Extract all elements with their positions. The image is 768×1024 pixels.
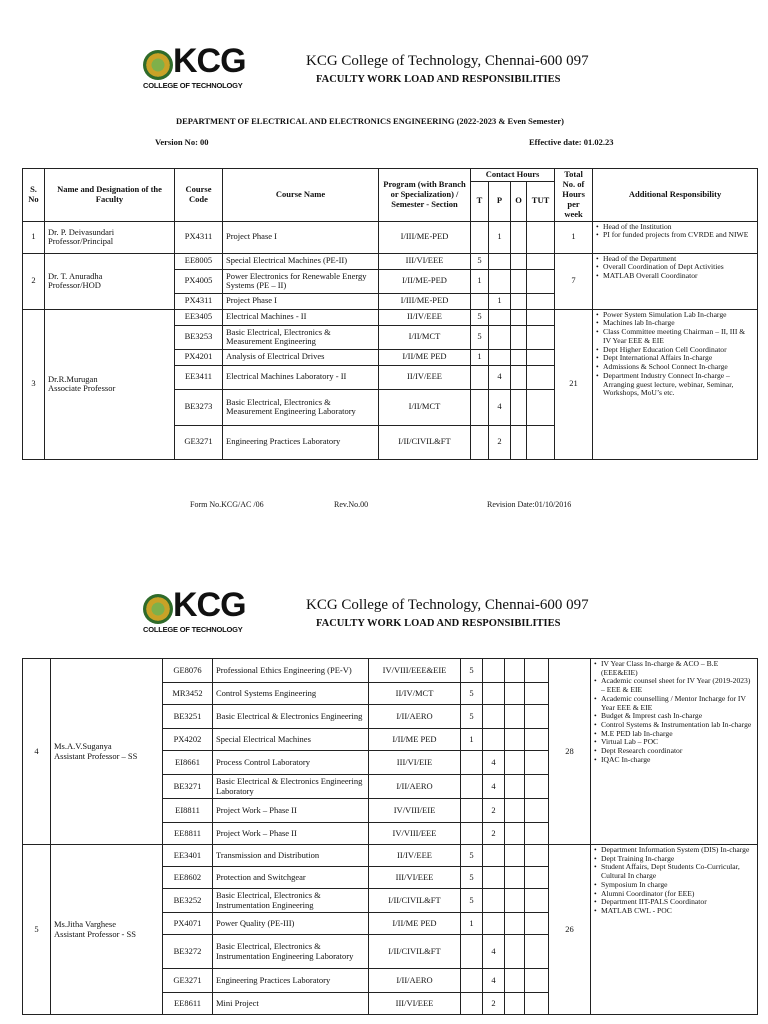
hours-tut (525, 729, 549, 751)
hours-t: 5 (461, 659, 483, 683)
course-name: Process Control Laboratory (213, 751, 369, 775)
hours-t (461, 775, 483, 799)
hours-p (483, 913, 505, 935)
hours-t: 1 (471, 269, 489, 293)
hours-o (511, 293, 527, 309)
course-code: EE8005 (175, 253, 223, 269)
course-code: PX4005 (175, 269, 223, 293)
hours-tut (527, 325, 555, 349)
kcg-logo-page2 (143, 586, 246, 634)
hours-p: 4 (483, 935, 505, 969)
responsibility-item: • Department Information System (DIS) In-charge (601, 846, 754, 855)
total-hours: 7 (555, 253, 593, 309)
hours-o (511, 389, 527, 425)
hours-o (511, 269, 527, 293)
hours-o (511, 365, 527, 389)
program-semester: IV/VIII/EIE (369, 799, 461, 823)
responsibility-list (596, 223, 754, 240)
program-semester: III/VI/EEE (369, 993, 461, 1015)
course-name: Electrical Machines - II (223, 309, 379, 325)
program-semester: II/IV/EEE (379, 365, 471, 389)
hours-tut (525, 705, 549, 729)
total-hours: 21 (555, 309, 593, 459)
hours-tut (525, 969, 549, 993)
total-hours: 1 (555, 221, 593, 253)
course-code: PX4071 (163, 913, 213, 935)
course-code: EI8811 (163, 799, 213, 823)
hours-o (505, 993, 525, 1015)
responsibility-item: • Power System Simulation Lab In-charge (603, 311, 754, 320)
col-total: Total No. of Hours per week (555, 169, 593, 222)
responsibility-item: • Student Affairs, Dept Students Co-Curricular, Cultural In charge (601, 863, 754, 880)
hours-o (505, 889, 525, 913)
program-semester: III/VI/EIE (369, 751, 461, 775)
hours-t (471, 221, 489, 253)
faculty-designation: Assistant Professor - SS (54, 928, 136, 939)
course-code: BE3251 (163, 705, 213, 729)
additional-responsibility (591, 659, 758, 845)
hours-t (471, 389, 489, 425)
responsibility-item: • Head of the Department (603, 255, 754, 264)
hours-tut (525, 993, 549, 1015)
responsibility-item: • MATLAB CWL - POC (601, 907, 754, 916)
faculty-name: Dr.R.Murugan (48, 373, 98, 384)
hours-p (483, 729, 505, 751)
hours-tut (525, 823, 549, 845)
hours-t (461, 969, 483, 993)
responsibility-item: • Department IIT-PALS Coordinator (601, 898, 754, 907)
department-title: DEPARTMENT OF ELECTRICAL AND ELECTRONICS ENGINEERING (2022-2023 & Even Semester) (176, 116, 564, 126)
hours-p (483, 659, 505, 683)
hours-t (461, 935, 483, 969)
faculty-name: Dr. P. Deivasundari (48, 226, 115, 237)
responsibility-item: • Virtual Lab – POC (601, 738, 754, 747)
hours-p: 2 (483, 993, 505, 1015)
hours-tut (525, 799, 549, 823)
hours-o (511, 221, 527, 253)
responsibility-item: • Dept Training In-charge (601, 855, 754, 864)
hours-o (505, 751, 525, 775)
responsibility-item: • MATLAB Overall Coordinator (603, 272, 754, 281)
logo-text: KCG (173, 586, 246, 624)
logo-subtitle: COLLEGE OF TECHNOLOGY (143, 625, 243, 634)
document-title-page2: FACULTY WORK LOAD AND RESPONSIBILITIES (316, 618, 561, 629)
hours-p: 1 (489, 293, 511, 309)
responsibility-item: • Alumni Coordinator (for EEE) (601, 890, 754, 899)
course-name: Power Electronics for Renewable Energy Systems (PE – II) (223, 269, 379, 293)
table-row (23, 253, 758, 269)
program-semester: I/II/ME-PED (379, 269, 471, 293)
program-semester: I/II/CIVIL&FT (369, 889, 461, 913)
table-body-page2 (23, 659, 758, 1015)
faculty-designation: Associate Professor (48, 383, 116, 394)
total-hours: 28 (549, 659, 591, 845)
faculty-name-designation (45, 309, 175, 459)
hours-p (489, 253, 511, 269)
col-course: Course Name (223, 169, 379, 222)
program-semester: II/IV/EEE (379, 309, 471, 325)
course-code: BE3253 (175, 325, 223, 349)
hours-p (483, 889, 505, 913)
college-seal-icon (143, 594, 173, 624)
responsibility-item: • Budget & Imprest cash In-charge (601, 712, 754, 721)
col-t: T (471, 181, 489, 221)
course-name: Control Systems Engineering (213, 683, 369, 705)
hours-t: 5 (471, 325, 489, 349)
course-code: GE3271 (175, 425, 223, 459)
revision-date: Revision Date:01/10/2016 (487, 500, 572, 509)
hours-t: 1 (461, 913, 483, 935)
course-code: BE3272 (163, 935, 213, 969)
hours-tut (527, 425, 555, 459)
hours-t: 5 (471, 309, 489, 325)
faculty-name: Dr. T. Anuradha (48, 270, 103, 281)
course-code: PX4202 (163, 729, 213, 751)
hours-p (483, 683, 505, 705)
total-hours: 26 (549, 845, 591, 1015)
hours-o (505, 867, 525, 889)
program-semester: I/III/ME-PED (379, 221, 471, 253)
responsibility-item: • Academic counsel sheet for IV Year (2019-2023) – EEE & EIE (601, 677, 754, 694)
hours-tut (527, 269, 555, 293)
hours-o (505, 729, 525, 751)
workload-table-page1 (22, 168, 758, 460)
hours-tut (525, 751, 549, 775)
program-semester: II/IV/EEE (369, 845, 461, 867)
course-code: EE3405 (175, 309, 223, 325)
hours-o (505, 913, 525, 935)
program-semester: I/II/MCT (379, 389, 471, 425)
page-two (0, 580, 768, 1024)
course-name: Basic Electrical, Electronics & Instrumentation Engineering (213, 889, 369, 913)
hours-tut (525, 889, 549, 913)
col-sno: S. No (23, 169, 45, 222)
additional-responsibility (593, 221, 758, 253)
hours-t: 5 (461, 889, 483, 913)
hours-p: 2 (489, 425, 511, 459)
college-seal-icon (143, 50, 173, 80)
hours-tut (525, 775, 549, 799)
course-code: EE3411 (175, 365, 223, 389)
faculty-name-designation (45, 221, 175, 253)
hours-o (511, 325, 527, 349)
hours-t (471, 365, 489, 389)
college-name: KCG College of Technology, Chennai-600 097 (306, 53, 589, 69)
hours-t (471, 425, 489, 459)
faculty-name-designation (51, 845, 163, 1015)
hours-tut (525, 867, 549, 889)
hours-o (505, 705, 525, 729)
course-name: Protection and Switchgear (213, 867, 369, 889)
hours-o (505, 775, 525, 799)
hours-o (511, 253, 527, 269)
course-code: PX4311 (175, 293, 223, 309)
col-program: Program (with Branch or Specialization) / Semester - Section (379, 169, 471, 222)
responsibility-item: • Dept Higher Education Cell Coordinator (603, 346, 754, 355)
course-code: EE8602 (163, 867, 213, 889)
program-semester: I/II/AERO (369, 775, 461, 799)
program-semester: III/VI/EEE (379, 253, 471, 269)
faculty-name: Ms.Jitha Varghese (54, 918, 117, 929)
table-header-row (23, 169, 758, 182)
hours-t: 1 (461, 729, 483, 751)
course-name: Special Electrical Machines (PE-II) (223, 253, 379, 269)
hours-tut (525, 845, 549, 867)
responsibility-item: • Symposium In charge (601, 881, 754, 890)
hours-p (483, 867, 505, 889)
hours-p: 4 (489, 365, 511, 389)
responsibility-item: • PI for funded projects from CVRDE and NIWE (603, 231, 754, 240)
program-semester: I/II/CIVIL&FT (369, 935, 461, 969)
course-name: Special Electrical Machines (213, 729, 369, 751)
course-code: PX4201 (175, 349, 223, 365)
hours-t: 5 (461, 867, 483, 889)
hours-o (511, 349, 527, 365)
hours-tut (527, 365, 555, 389)
college-name-page2: KCG College of Technology, Chennai-600 097 (306, 597, 589, 613)
course-code: EE8611 (163, 993, 213, 1015)
program-semester: II/IV/MCT (369, 683, 461, 705)
version-number: Version No: 00 (155, 137, 209, 147)
course-name: Basic Electrical & Electronics Engineering Laboratory (213, 775, 369, 799)
hours-p (489, 325, 511, 349)
additional-responsibility (591, 845, 758, 1015)
program-semester: III/VI/EEE (369, 867, 461, 889)
hours-t: 5 (461, 845, 483, 867)
course-name: Project Work – Phase II (213, 799, 369, 823)
responsibility-list (596, 311, 754, 398)
col-code: Course Code (175, 169, 223, 222)
form-number: Form No.KCG/AC /06 (190, 500, 264, 509)
hours-t (471, 293, 489, 309)
hours-o (511, 309, 527, 325)
hours-tut (525, 935, 549, 969)
responsibility-item: • Machines lab In-charge (603, 319, 754, 328)
program-semester: IV/VIII/EEE&EIE (369, 659, 461, 683)
faculty-name-designation (45, 253, 175, 309)
hours-p (489, 309, 511, 325)
course-code: BE3273 (175, 389, 223, 425)
course-code: EE8811 (163, 823, 213, 845)
program-semester: I/II/MCT (379, 325, 471, 349)
program-semester: I/II/AERO (369, 705, 461, 729)
hours-p (489, 269, 511, 293)
course-name: Basic Electrical, Electronics & Measurement Engineering (223, 325, 379, 349)
hours-p: 4 (489, 389, 511, 425)
program-semester: I/III/ME-PED (379, 293, 471, 309)
faculty-name: Ms.A.V.Suganya (54, 740, 112, 751)
hours-o (505, 659, 525, 683)
hours-p: 4 (483, 775, 505, 799)
col-tut: TUT (527, 181, 555, 221)
faculty-designation: Professor/HOD (48, 280, 101, 291)
program-semester: IV/VIII/EEE (369, 823, 461, 845)
course-name: Engineering Practices Laboratory (213, 969, 369, 993)
course-name: Analysis of Electrical Drives (223, 349, 379, 365)
hours-p (483, 845, 505, 867)
responsibility-item: • IV Year Class In-charge & ACO – B.E (EEE&EIE) (601, 660, 754, 677)
col-o: O (511, 181, 527, 221)
responsibility-list (594, 846, 754, 916)
responsibility-item: • Control Systems & Instrumentation lab In-charge (601, 721, 754, 730)
responsibility-item: • Overall Coordination of Dept Activities (603, 263, 754, 272)
table-row (23, 221, 758, 253)
course-code: GE3271 (163, 969, 213, 993)
hours-t: 5 (461, 705, 483, 729)
responsibility-item: • Department Industry Connect In-charge – Arranging guest lecture, webinar, Seminar, Workshops, MoU’s etc. (603, 372, 754, 398)
hours-tut (527, 349, 555, 365)
hours-o (505, 935, 525, 969)
hours-o (505, 845, 525, 867)
hours-o (505, 969, 525, 993)
hours-t (461, 799, 483, 823)
course-name: Project Phase I (223, 293, 379, 309)
course-name: Engineering Practices Laboratory (223, 425, 379, 459)
hours-t (461, 823, 483, 845)
program-semester: I/II/ME PED (369, 913, 461, 935)
course-name: Transmission and Distribution (213, 845, 369, 867)
responsibility-item: • Dept Research coordinator (601, 747, 754, 756)
col-contact-hours: Contact Hours (471, 169, 555, 182)
hours-tut (527, 293, 555, 309)
course-code: GE8076 (163, 659, 213, 683)
serial-number: 2 (23, 253, 45, 309)
hours-tut (525, 913, 549, 935)
revision-number: Rev.No.00 (334, 500, 369, 509)
course-name: Project Phase I (223, 221, 379, 253)
hours-t: 5 (471, 253, 489, 269)
hours-p: 1 (489, 221, 511, 253)
program-semester: I/II/ME PED (379, 349, 471, 365)
course-name: Mini Project (213, 993, 369, 1015)
responsibility-item: • M.E PED lab In-charge (601, 730, 754, 739)
hours-p (483, 705, 505, 729)
responsibility-item: • Class Committee meeting Chairman – II, III & IV Year EEE & EIE (603, 328, 754, 345)
hours-t: 5 (461, 683, 483, 705)
responsibility-item: • Head of the Institution (603, 223, 754, 232)
program-semester: I/II/AERO (369, 969, 461, 993)
course-name: Basic Electrical & Electronics Engineering (213, 705, 369, 729)
workload-table-page2 (22, 658, 758, 1015)
hours-o (505, 823, 525, 845)
responsibility-list (594, 660, 754, 765)
course-name: Basic Electrical, Electronics & Measurement Engineering Laboratory (223, 389, 379, 425)
program-semester: I/II/ME PED (369, 729, 461, 751)
serial-number: 1 (23, 221, 45, 253)
faculty-designation: Assistant Professor – SS (54, 750, 138, 761)
hours-t (461, 993, 483, 1015)
responsibility-item: • Dept International Affairs In-charge (603, 354, 754, 363)
hours-tut (527, 253, 555, 269)
hours-tut (527, 389, 555, 425)
hours-t (461, 751, 483, 775)
table-body-page1 (23, 221, 758, 459)
logo-text: KCG (173, 42, 246, 80)
col-name: Name and Designation of the Faculty (45, 169, 175, 222)
hours-tut (527, 309, 555, 325)
serial-number: 3 (23, 309, 45, 459)
col-responsibility: Additional Responsibility (593, 169, 758, 222)
course-code: BE3271 (163, 775, 213, 799)
logo-subtitle: COLLEGE OF TECHNOLOGY (143, 81, 243, 90)
table-row (23, 659, 758, 683)
additional-responsibility (593, 309, 758, 459)
additional-responsibility (593, 253, 758, 309)
course-name: Electrical Machines Laboratory - II (223, 365, 379, 389)
col-p: P (489, 181, 511, 221)
hours-p: 4 (483, 969, 505, 993)
course-name: Project Work – Phase II (213, 823, 369, 845)
responsibility-item: • IQAC In-charge (601, 756, 754, 765)
responsibility-item: • Academic counselling / Mentor Incharge for IV Year EEE & EIE (601, 695, 754, 712)
faculty-name-designation (51, 659, 163, 845)
faculty-designation: Professor/Principal (48, 236, 114, 247)
hours-p: 2 (483, 799, 505, 823)
course-name: Professional Ethics Engineering (PE-V) (213, 659, 369, 683)
table-row (23, 309, 758, 325)
course-code: BE3252 (163, 889, 213, 913)
course-name: Basic Electrical, Electronics & Instrumentation Engineering Laboratory (213, 935, 369, 969)
hours-p: 4 (483, 751, 505, 775)
table-row (23, 845, 758, 867)
serial-number: 4 (23, 659, 51, 845)
course-code: MR3452 (163, 683, 213, 705)
program-semester: I/II/CIVIL&FT (379, 425, 471, 459)
responsibility-item: • Admissions & School Connect In-charge (603, 363, 754, 372)
course-code: EI8661 (163, 751, 213, 775)
hours-o (511, 425, 527, 459)
hours-t: 1 (471, 349, 489, 365)
serial-number: 5 (23, 845, 51, 1015)
document-title: FACULTY WORK LOAD AND RESPONSIBILITIES (316, 74, 561, 85)
kcg-logo (143, 42, 246, 90)
responsibility-list (596, 255, 754, 281)
course-name: Power Quality (PE-III) (213, 913, 369, 935)
hours-o (505, 683, 525, 705)
hours-o (505, 799, 525, 823)
hours-p: 2 (483, 823, 505, 845)
hours-p (489, 349, 511, 365)
effective-date: Effective date: 01.02.23 (529, 137, 614, 147)
hours-tut (525, 659, 549, 683)
hours-tut (527, 221, 555, 253)
hours-tut (525, 683, 549, 705)
course-code: EE3401 (163, 845, 213, 867)
course-code: PX4311 (175, 221, 223, 253)
